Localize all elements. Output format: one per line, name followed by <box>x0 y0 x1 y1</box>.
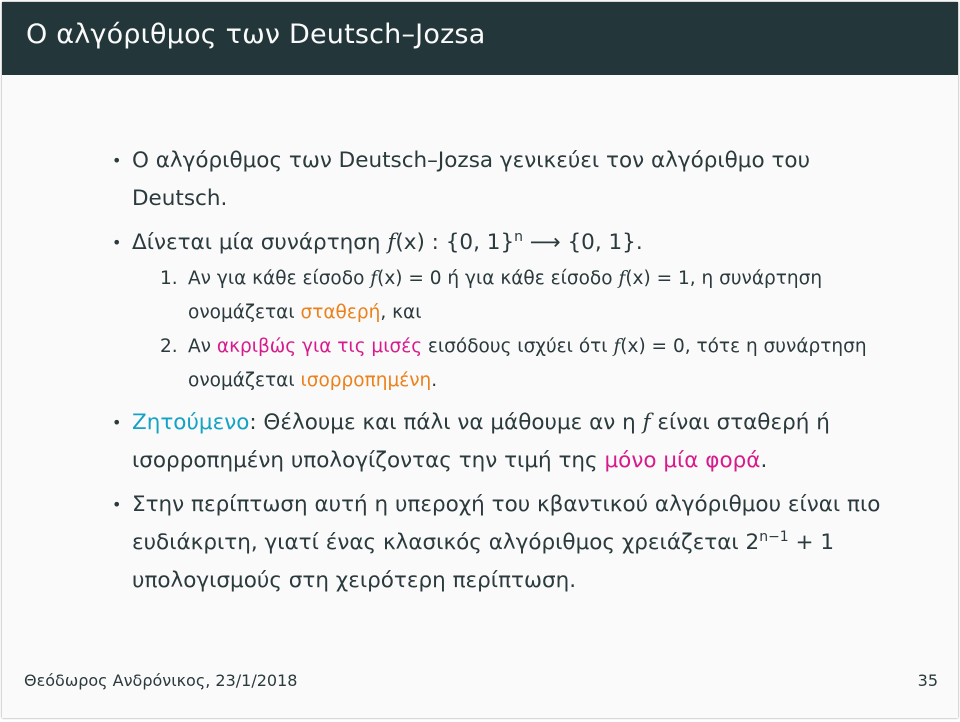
slide-content <box>110 142 910 606</box>
bullet-list <box>110 142 910 600</box>
bullet-2: • Δίνεται μία συνάρτηση f(x) : {0, 1}$^n$ ⟶ {0, 1}. 1. Αν για κάθε είσοδο f(x) = 0 ή για κάθε είσοδο f(x) = 1, η συνάρτηση ονομάζεται σταθερή, και 2. Αν ακριβώς για τις μισές εισόδους ισχύει ότι f(x) = 0, τότε η συνάρτηση ονομάζεται ισορροπημένη. <box>110 224 910 398</box>
highlight-exactly-half: ακριβώς για τις μισές <box>216 336 423 357</box>
page-number: 35 <box>917 671 938 690</box>
slide <box>2 2 958 718</box>
bullet-3: • Ζητούμενο: Θέλουμε και πάλι να μάθουμε αν η f είναι σταθερή ή ισορροπημένη υπολογίζοντας την τιμή της μόνο μία φορά. <box>110 404 910 480</box>
highlight-constant: σταθερή <box>300 302 381 323</box>
highlight-only-once: μόνο μία φορά <box>604 448 761 473</box>
highlight-goal: Ζητούμενο <box>132 410 250 435</box>
highlight-balanced: ισορροπημένη <box>300 370 432 391</box>
slide-title: Ο αλγόριθμος των Deutsch–Jozsa <box>26 19 486 50</box>
bullet-1: • Ο αλγόριθμος των Deutsch–Jozsa γενικεύει τον αλγόριθμο του Deutsch. <box>110 142 910 218</box>
title-bar <box>2 2 958 75</box>
footer-author-date: Θεόδωρος Ανδρόνικος, 23/1/2018 <box>24 671 298 690</box>
numbered-sublist <box>132 262 910 398</box>
sub-item-2: 2. Αν ακριβώς για τις μισές εισόδους ισχύει ότι f(x) = 0, τότε η συνάρτηση ονομάζεται ισορροπημένη. <box>160 336 867 391</box>
bullet-4: • Στην περίπτωση αυτή η υπεροχή του κβαντικού αλγόριθμου είναι πιο ευδιάκριτη, γιατί ένας κλασικός αλγόριθμος χρειάζεται $2^{n-1} + 1$ υπολογισμούς στη χειρότερη περίπτωση. <box>110 486 910 600</box>
sub-item-1: 1. Αν για κάθε είσοδο f(x) = 0 ή για κάθε είσοδο f(x) = 1, η συνάρτηση ονομάζεται σταθερή, και <box>160 268 823 323</box>
